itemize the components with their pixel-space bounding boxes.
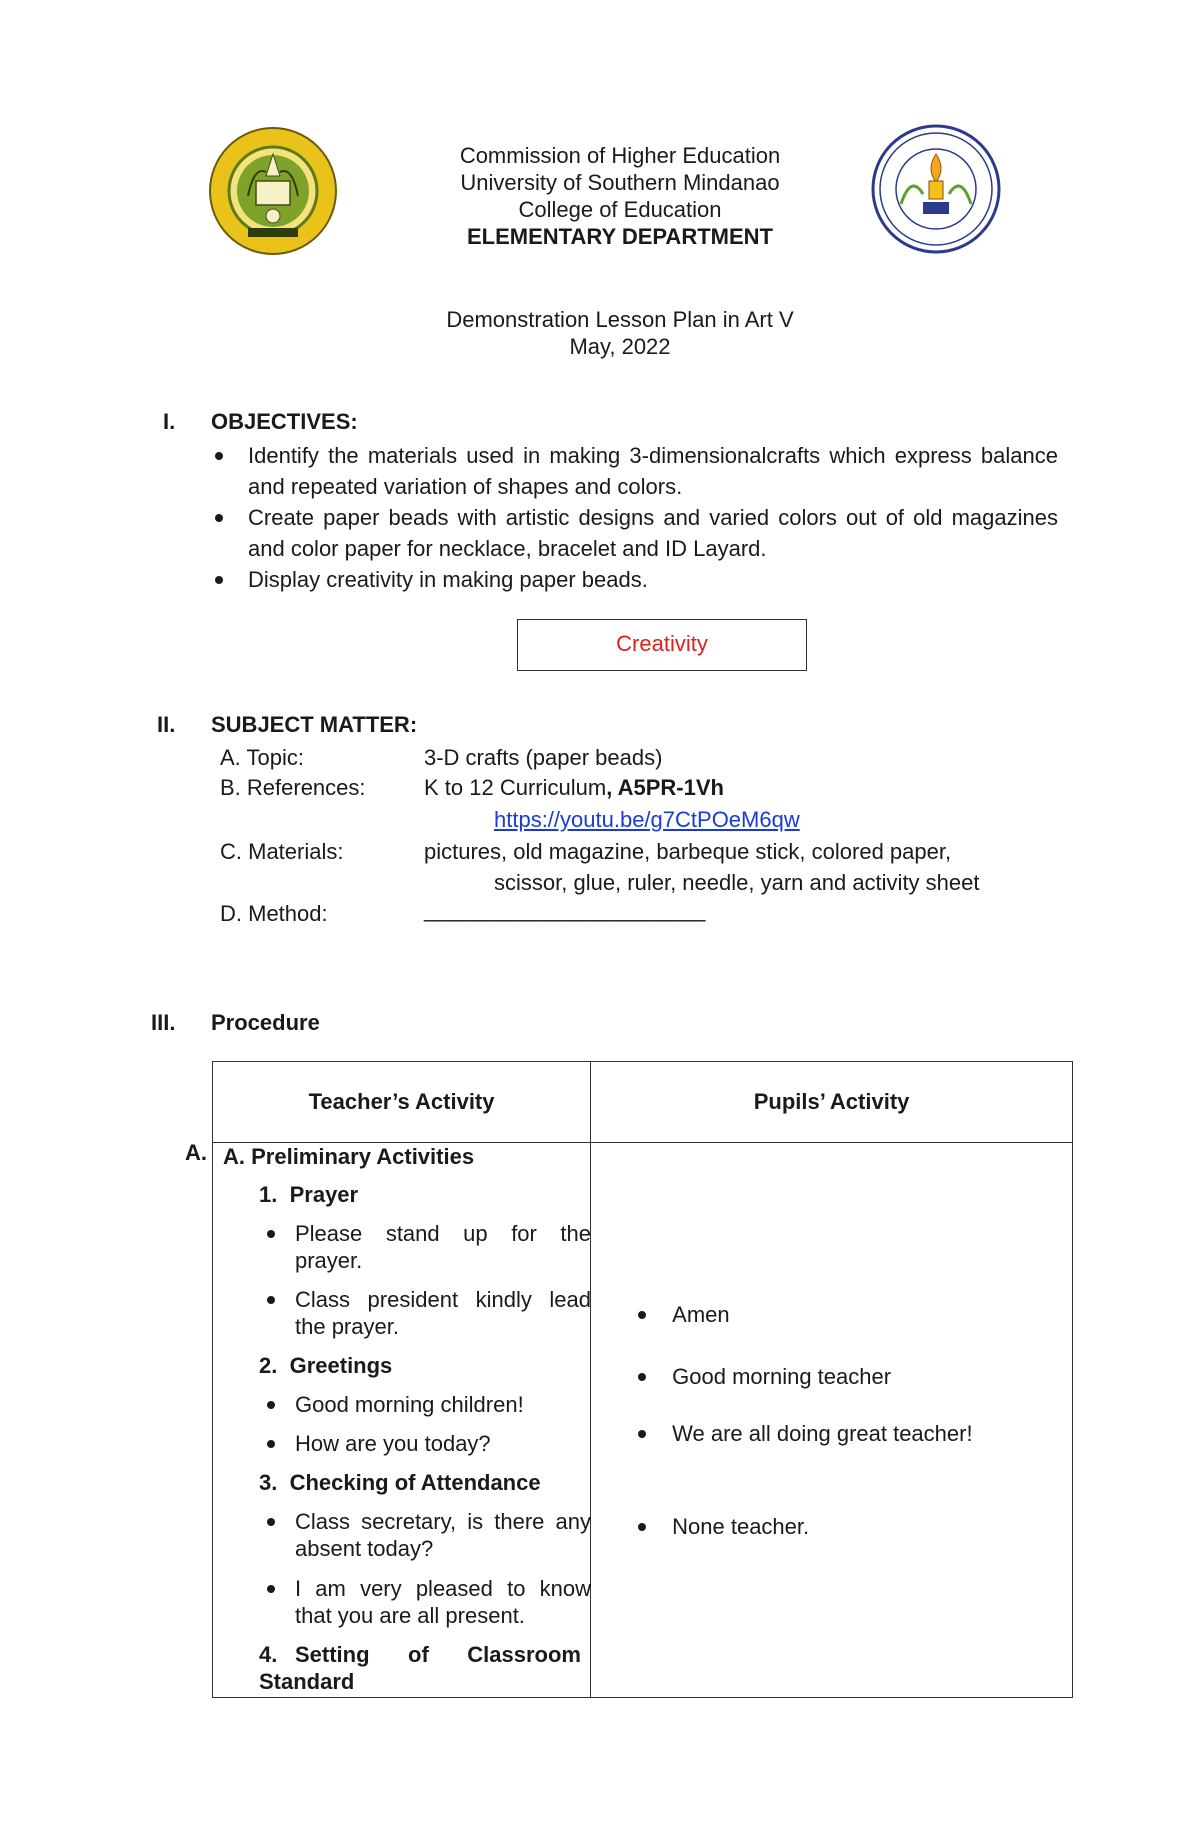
teacher-item: I am very pleased to know that you are all present. <box>295 1575 591 1629</box>
greetings-heading: 2. Greetings <box>259 1353 393 1378</box>
header-commission: Commission of Higher Education <box>459 143 781 168</box>
references-label: B. References: <box>220 775 366 800</box>
objectives-title: OBJECTIVES: <box>211 409 358 434</box>
bullet-icon <box>267 1440 275 1448</box>
bullet-icon <box>638 1373 646 1381</box>
header-college: College of Education <box>518 197 722 222</box>
teacher-activity-header: Teacher’s Activity <box>213 1062 591 1143</box>
bullet-icon <box>215 452 223 460</box>
objectives-number: I. <box>163 409 176 434</box>
prayer-heading: 1. Prayer <box>259 1182 359 1207</box>
bullet-icon <box>638 1311 646 1319</box>
standard-heading: 4. Setting of Classroom Standard <box>259 1642 581 1694</box>
subject-matter-number: II. <box>157 712 176 737</box>
topic-value: 3-D crafts (paper beads) <box>424 745 663 770</box>
procedure-title: Procedure <box>211 1010 320 1035</box>
teacher-item: How are you today? <box>295 1430 591 1457</box>
subject-matter-title: SUBJECT MATTER: <box>211 712 418 737</box>
bullet-icon <box>215 576 223 584</box>
objective-item: Identify the materials used in making 3-dimensionalcrafts which express balance and repeated variation of shapes and colors. <box>210 440 1058 502</box>
pupils-activity-cell <box>591 1143 1073 1698</box>
pupil-response: We are all doing great teacher! <box>672 1420 972 1447</box>
bullet-icon <box>267 1401 275 1409</box>
references-link[interactable]: https://youtu.be/g7CtPOeM6qw <box>494 807 800 832</box>
header-department: ELEMENTARY DEPARTMENT <box>467 224 773 249</box>
teacher-item: Good morning children! <box>295 1391 591 1418</box>
materials-line2: scissor, glue, ruler, needle, yarn and activity sheet <box>494 870 980 895</box>
references-value <box>424 772 724 803</box>
method-value: _______________________ <box>424 897 706 922</box>
materials-line1: pictures, old magazine, barbeque stick, colored paper, <box>424 839 952 864</box>
objective-item: Create paper beads with artistic designs and varied colors out of old magazines and color paper for necklace, bracelet and ID Layard. <box>210 502 1058 564</box>
bullet-icon <box>267 1518 275 1526</box>
pupils-activity-header: Pupils’ Activity <box>591 1062 1073 1143</box>
pupil-response: Good morning teacher <box>672 1363 891 1390</box>
bullet-icon <box>638 1430 646 1438</box>
materials-label: C. Materials: <box>220 839 344 864</box>
teacher-item: Class president kindly lead the prayer. <box>295 1286 591 1340</box>
bullet-icon <box>267 1296 275 1304</box>
pupil-response: None teacher. <box>672 1513 809 1540</box>
university-seal-logo <box>208 126 338 256</box>
bullet-icon <box>638 1523 646 1531</box>
teacher-activity-cell <box>213 1143 591 1698</box>
method-label: D. Method: <box>220 901 328 926</box>
section-title: A. Preliminary Activities <box>223 1144 475 1169</box>
bullet-icon <box>267 1230 275 1238</box>
bullet-icon <box>267 1585 275 1593</box>
lesson-date: May, 2022 <box>569 334 671 359</box>
value-box: Creativity <box>517 619 807 671</box>
references-code: , A5PR-1Vh <box>606 775 724 800</box>
teacher-item: Class secretary, is there any absent today? <box>295 1508 591 1562</box>
procedure-table <box>212 1061 1073 1698</box>
topic-label: A. Topic: <box>220 745 304 770</box>
bullet-icon <box>215 514 223 522</box>
procedure-number: III. <box>151 1010 176 1035</box>
pupil-response: Amen <box>672 1301 729 1328</box>
attendance-heading: 3. Checking of Attendance <box>259 1470 541 1495</box>
procedure-outer-marker: A. <box>185 1140 207 1165</box>
header-university: University of Southern Mindanao <box>460 170 780 195</box>
references-curriculum: K to 12 Curriculum <box>424 775 607 800</box>
college-seal-logo <box>871 124 1001 254</box>
lesson-title: Demonstration Lesson Plan in Art V <box>446 307 794 332</box>
objective-item: Display creativity in making paper beads. <box>210 564 1058 595</box>
teacher-item: Please stand up for the prayer. <box>295 1220 591 1274</box>
